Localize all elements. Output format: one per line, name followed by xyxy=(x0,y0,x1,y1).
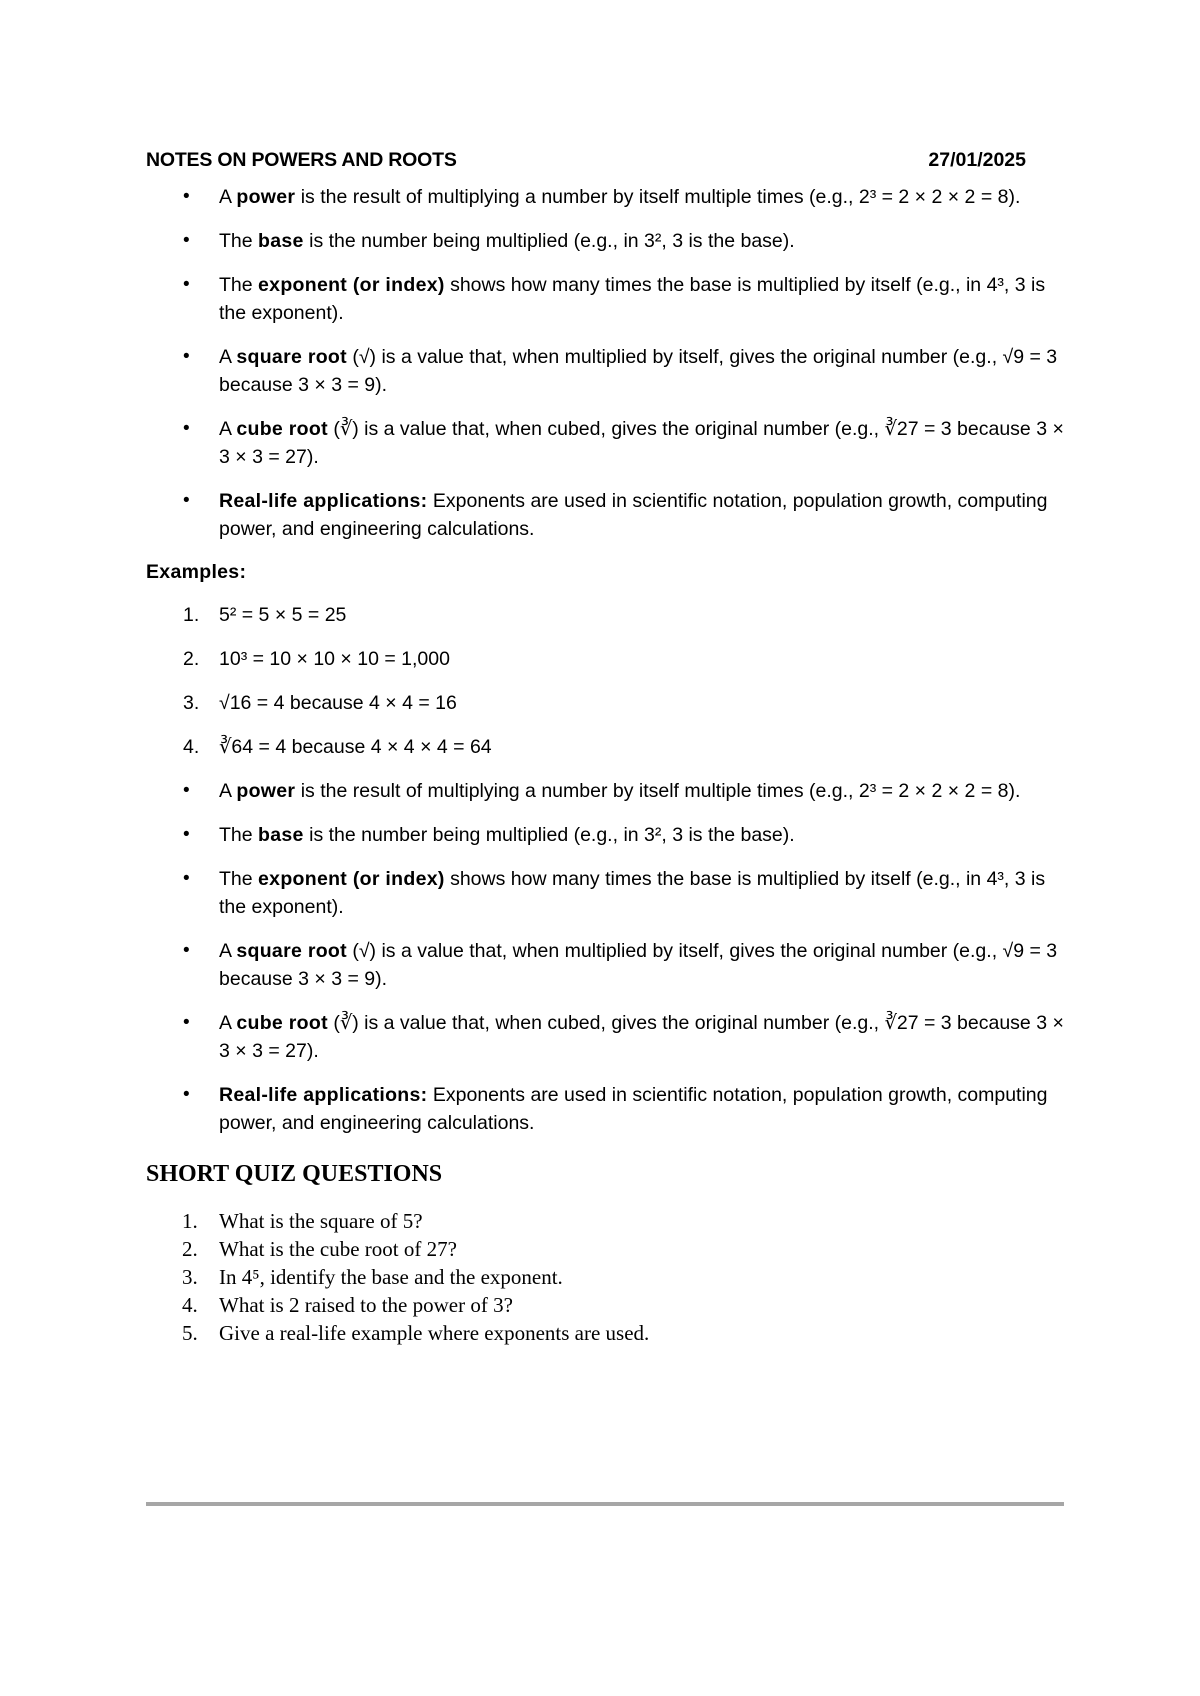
term: cube root xyxy=(236,1012,328,1034)
horizontal-rule xyxy=(146,1502,1064,1506)
list-item: • A cube root (∛) is a value that, when cubed, gives the original number (e.g., ∛27 = 3 because 3 × 3 × 3 = 27). xyxy=(146,415,1064,471)
quiz-list xyxy=(146,1207,1064,1347)
term: Real-life applications: xyxy=(219,490,428,512)
list-item: • A power is the result of multiplying a number by itself multiple times (e.g., 2³ = 2 × 2 × 2 = 8). xyxy=(146,183,1064,211)
item-number: 4. xyxy=(183,736,200,758)
document-page xyxy=(146,146,1064,1347)
list-item: • Real-life applications: Exponents are used in scientific notation, population growth, computing power, and engineering calculations. xyxy=(146,1081,1064,1137)
item-number: 3. xyxy=(182,1265,198,1289)
list-item: • A cube root (∛) is a value that, when cubed, gives the original number (e.g., ∛27 = 3 because 3 × 3 × 3 = 27). xyxy=(146,1009,1064,1065)
item-number: 2. xyxy=(182,1237,198,1261)
quiz-question: 2. What is the cube root of 27? xyxy=(182,1237,457,1261)
term: power xyxy=(236,186,296,208)
term: exponent (or index) xyxy=(258,274,445,296)
page-title: NOTES ON POWERS AND ROOTS xyxy=(146,149,457,171)
term: Real-life applications: xyxy=(219,1084,428,1106)
quiz-question: 5. Give a real-life example where exponents are used. xyxy=(182,1321,650,1345)
item-number: 4. xyxy=(182,1293,198,1317)
item-number: 5. xyxy=(182,1321,198,1345)
list-item: • The exponent (or index) shows how many times the base is multiplied by itself (e.g., in 4³, 3 is the exponent). xyxy=(146,865,1064,921)
example-item: 3. √16 = 4 because 4 × 4 = 16 xyxy=(146,689,1064,717)
list-item: • A square root (√) is a value that, when multiplied by itself, gives the original number (e.g., √9 = 3 because 3 × 3 = 9). xyxy=(146,343,1064,399)
list-item: • The base is the number being multiplied (e.g., in 3², 3 is the base). xyxy=(146,227,1064,255)
list-item: • A power is the result of multiplying a number by itself multiple times (e.g., 2³ = 2 × 2 × 2 = 8). xyxy=(146,777,1064,805)
list-item: • A square root (√) is a value that, when multiplied by itself, gives the original number (e.g., √9 = 3 because 3 × 3 = 9). xyxy=(146,937,1064,993)
item-number: 1. xyxy=(183,604,200,626)
list-item: • The exponent (or index) shows how many times the base is multiplied by itself (e.g., in 4³, 3 is the exponent). xyxy=(146,271,1064,327)
term: power xyxy=(236,780,296,802)
term: base xyxy=(258,230,304,252)
example-item: 1. 5² = 5 × 5 = 25 xyxy=(146,601,1064,629)
term: exponent (or index) xyxy=(258,868,445,890)
term: base xyxy=(258,824,304,846)
term: square root xyxy=(236,940,347,962)
item-number: 2. xyxy=(183,648,200,670)
quiz-heading: SHORT QUIZ QUESTIONS xyxy=(146,1161,443,1187)
quiz-question: 1. What is the square of 5? xyxy=(182,1209,423,1233)
document-date: 27/01/2025 xyxy=(928,149,1026,171)
examples-list xyxy=(146,601,1064,761)
term: cube root xyxy=(236,418,328,440)
example-item: 2. 10³ = 10 × 10 × 10 = 1,000 xyxy=(146,645,1064,673)
item-number: 1. xyxy=(182,1209,198,1233)
notes-list-repeat xyxy=(146,777,1064,1137)
quiz-question: 4. What is 2 raised to the power of 3? xyxy=(182,1293,513,1317)
examples-heading: Examples: xyxy=(146,561,247,583)
example-item: 4. ∛64 = 4 because 4 × 4 × 4 = 64 xyxy=(146,733,1064,761)
document-header xyxy=(146,146,1064,174)
item-number: 3. xyxy=(183,692,200,714)
quiz-question: 3. In 4⁵, identify the base and the exponent. xyxy=(182,1265,563,1289)
term: square root xyxy=(236,346,347,368)
list-item: • Real-life applications: Exponents are used in scientific notation, population growth, computing power, and engineering calculations. xyxy=(146,487,1064,543)
notes-list xyxy=(146,183,1064,543)
list-item: • The base is the number being multiplied (e.g., in 3², 3 is the base). xyxy=(146,821,1064,849)
